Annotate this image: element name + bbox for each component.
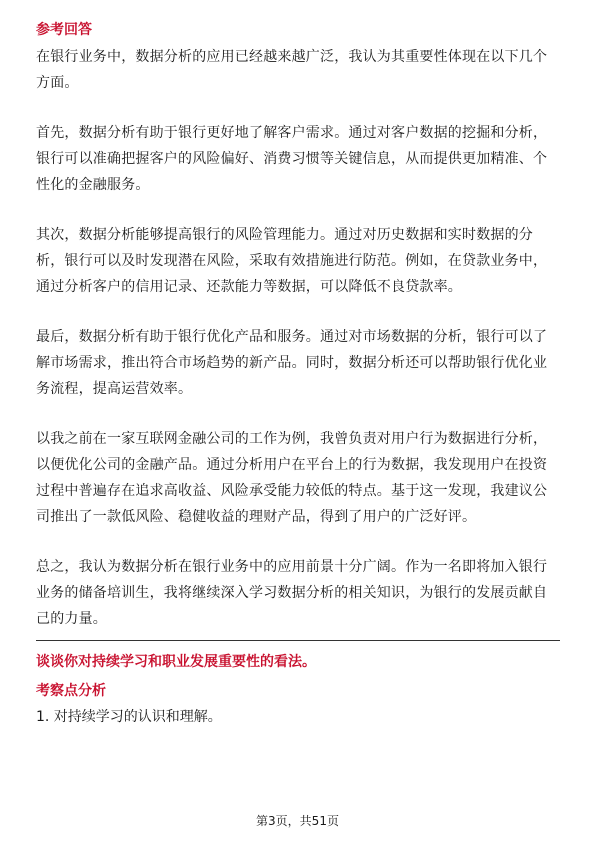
analysis-point: 1. 对持续学习的认识和理解。 <box>36 709 222 725</box>
answer-paragraph-first: 首先，数据分析有助于银行更好地了解客户需求。通过对客户数据的挖掘和分析，银行可以准确把握客户的风险偏好、消费习惯等关键信息，从而提供更加精准、个性化的金融服务。 <box>36 125 548 193</box>
page-number-footer: 第3页，共51页 <box>256 814 339 828</box>
question-title: 谈谈你对持续学习和职业发展重要性的看法。 <box>36 654 316 670</box>
answer-paragraph-last: 最后，数据分析有助于银行优化产品和服务。通过对市场数据的分析，银行可以了解市场需求，推出符合市场趋势的新产品。同时，数据分析还可以帮助银行优化业务流程，提高运营效率。 <box>36 329 548 397</box>
analysis-heading: 考察点分析 <box>36 683 106 699</box>
answer-paragraph-example: 以我之前在一家互联网金融公司的工作为例，我曾负责对用户行为数据进行分析，以便优化公司的金融产品。通过分析用户在平台上的行为数据，我发现用户在投资过程中普遍存在追求高收益、风险承受能力较低的特点。基于这一发现，我建议公司推出了一款低风险、稳健收益的理财产品，得到了用户的广泛好评。 <box>36 431 548 525</box>
reference-answer-heading: 参考回答 <box>36 22 92 38</box>
section-divider <box>36 640 560 641</box>
answer-paragraph-intro: 在银行业务中，数据分析的应用已经越来越广泛，我认为其重要性体现在以下几个方面。 <box>36 49 548 91</box>
answer-paragraph-conclusion: 总之，我认为数据分析在银行业务中的应用前景十分广阔。作为一名即将加入银行业务的储备培训生，我将继续深入学习数据分析的相关知识，为银行的发展贡献自己的力量。 <box>36 559 548 627</box>
answer-paragraph-second: 其次，数据分析能够提高银行的风险管理能力。通过对历史数据和实时数据的分析，银行可以及时发现潜在风险，采取有效措施进行防范。例如，在贷款业务中，通过分析客户的信用记录、还款能力等数据，可以降低不良贷款率。 <box>36 227 548 295</box>
document-content <box>36 20 560 727</box>
